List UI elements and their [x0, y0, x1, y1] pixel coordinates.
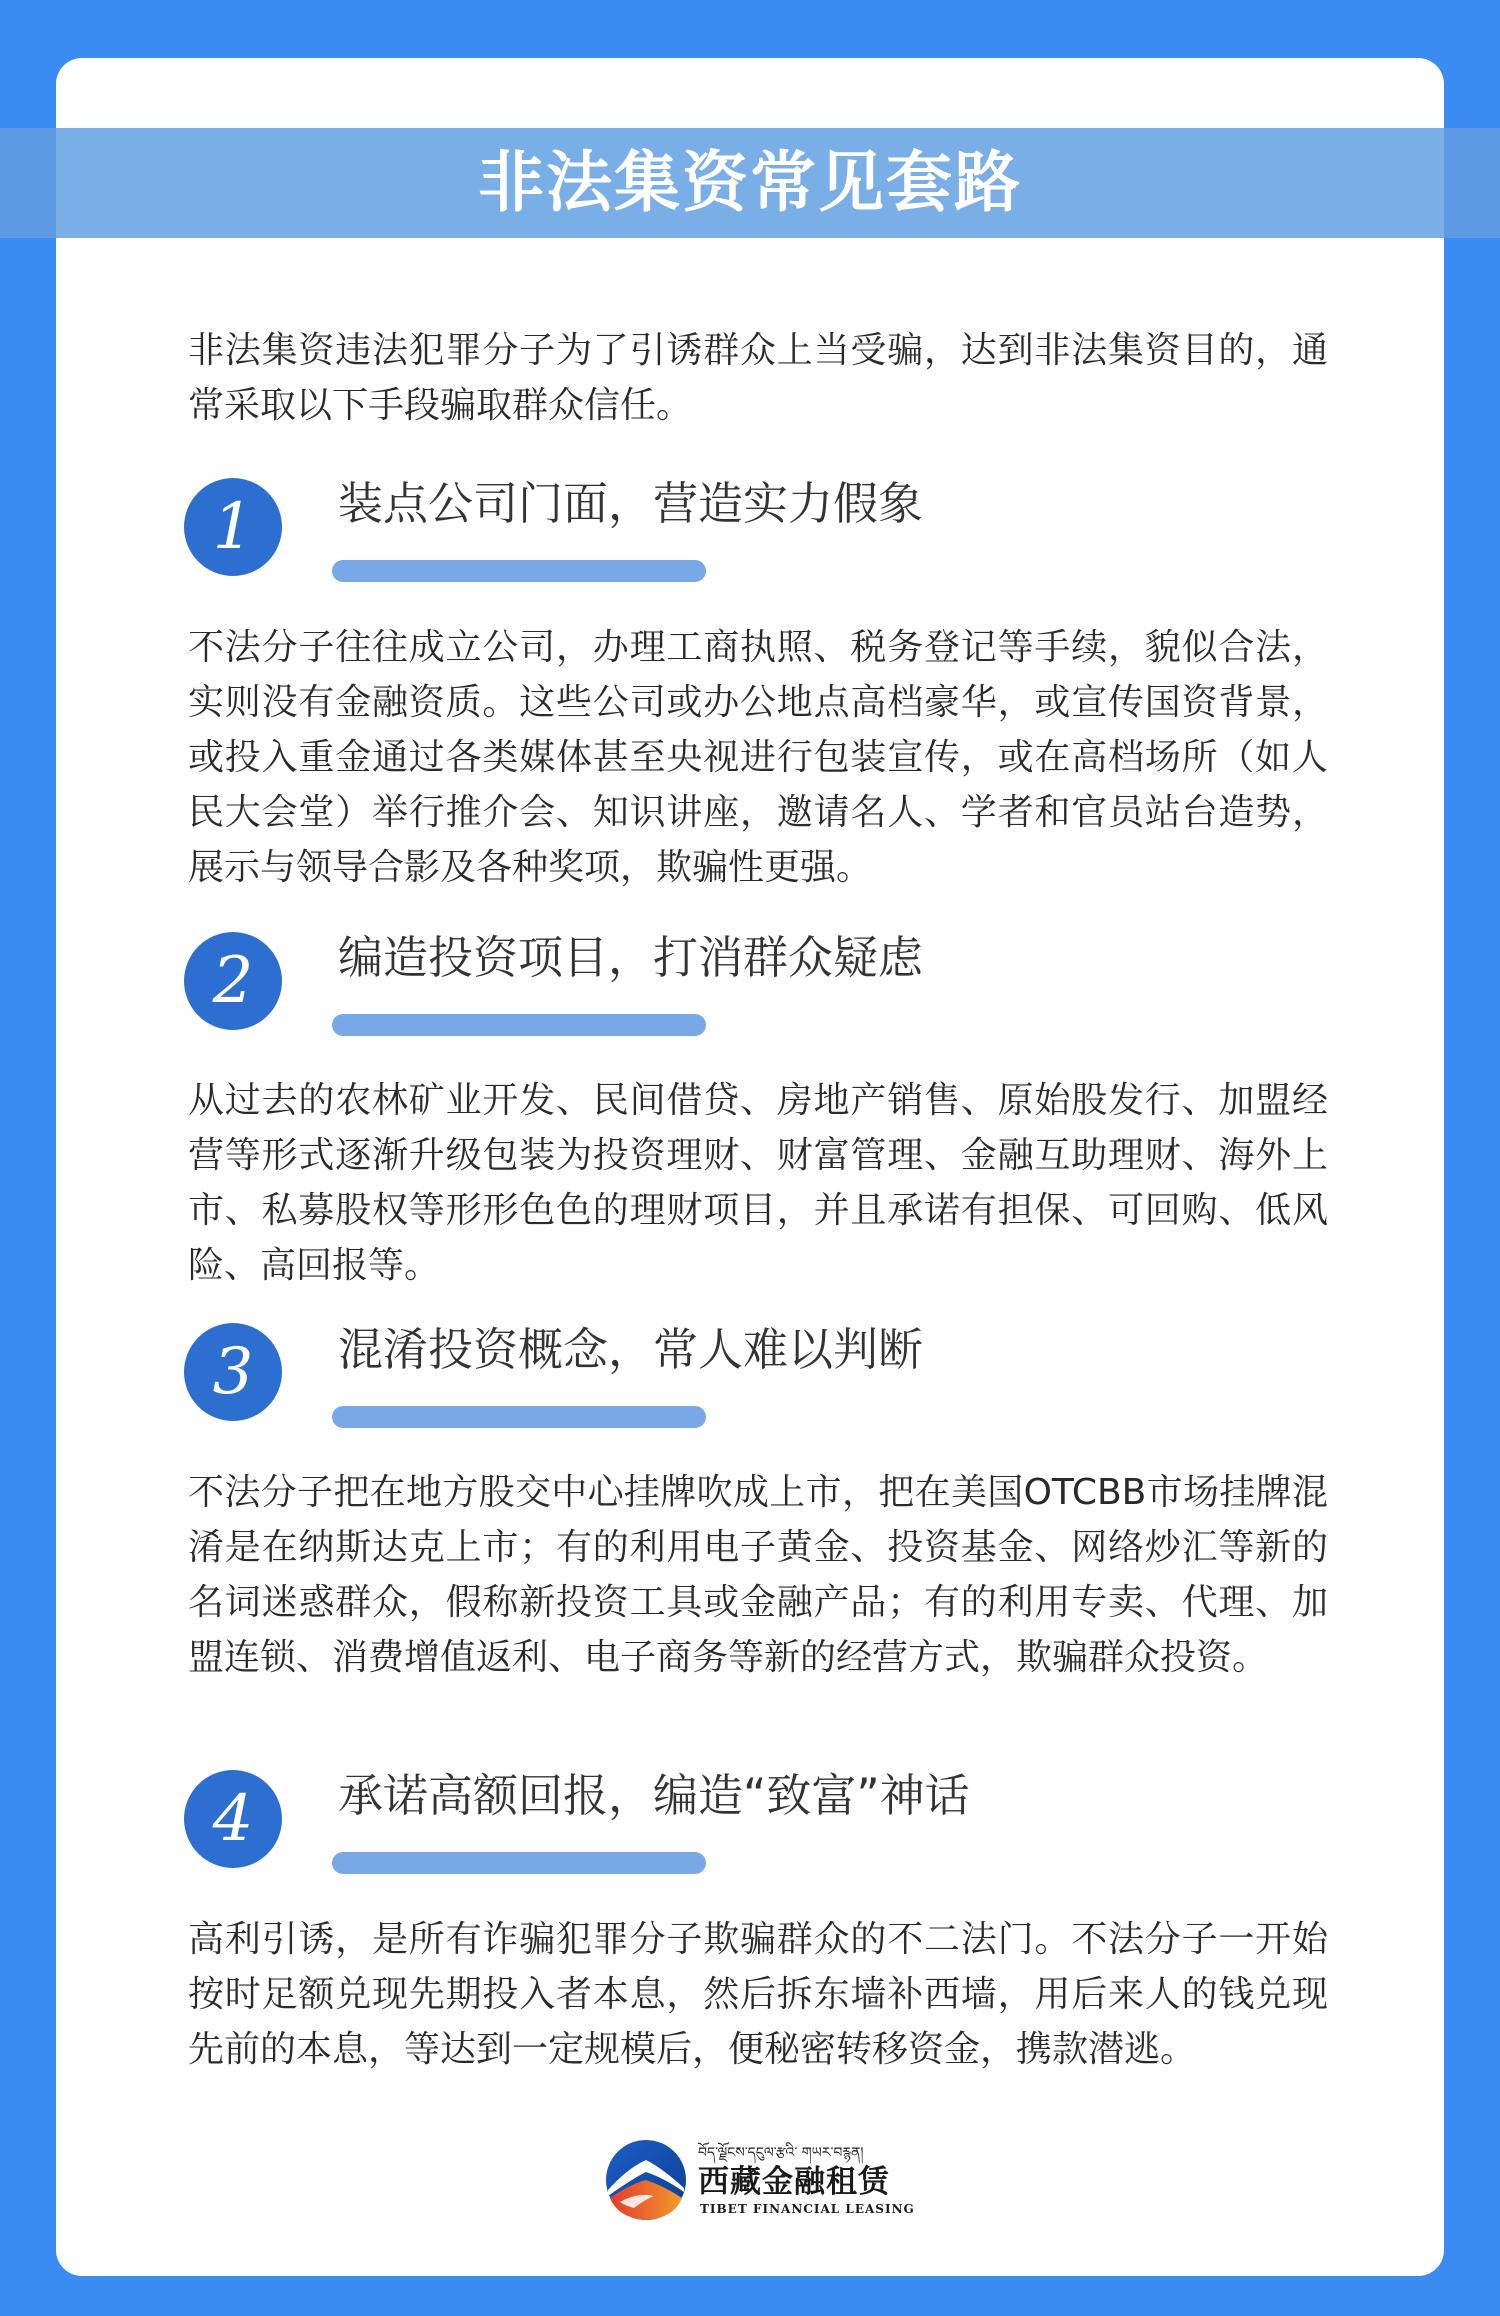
logo-chinese-name: 西藏金融租赁 [698, 2164, 890, 2200]
heading-underline-3 [332, 1406, 706, 1428]
company-logo [604, 2136, 915, 2236]
section-heading-1: 装点公司门面，营造实力假象 [338, 477, 924, 530]
heading-underline-2 [332, 1014, 706, 1036]
section-number-4: 4 [184, 1770, 282, 1868]
heading-underline-1 [332, 560, 706, 582]
section-body-1: 不法分子往往成立公司，办理工商执照、税务登记等手续，貌似合法，实则没有金融资质。这些公司或办公地点高档豪华，或宣传国资背景，或投入重金通过各类媒体甚至央视进行包装宣传，或在高档场所（如人民大会堂）举行推介会、知识讲座，邀请名人、学者和官员站台造势，展示与领导合影及各种奖项，欺骗性更强。 [188, 627, 1328, 888]
section-body-4: 高利引诱，是所有诈骗犯罪分子欺骗群众的不二法门。不法分子一开始按时足额兑现先期投入者本息，然后拆东墙补西墙，用后来人的钱兑现先前的本息，等达到一定规模后，便秘密转移资金，携款潜逃。 [188, 1919, 1328, 2070]
section-heading-3: 混淆投资概念，常人难以判断 [338, 1323, 924, 1376]
logo-english-name: TIBET FINANCIAL LEASING [700, 2202, 915, 2216]
logo-mark-icon [604, 2138, 688, 2222]
section-number-1: 1 [184, 478, 282, 576]
section-heading-2: 编造投资项目，打消群众疑虑 [338, 931, 924, 984]
heading-underline-4 [332, 1852, 706, 1874]
section-number-3: 3 [184, 1323, 282, 1421]
section-body-3: 不法分子把在地方股交中心挂牌吹成上市，把在美国OTCBB市场挂牌混淆是在纳斯达克上市；有的利用电子黄金、投资基金、网络炒汇等新的名词迷惑群众，假称新投资工具或金融产品；有的利用专卖、代理、加盟连锁、消费增值返利、电子商务等新的经营方式，欺骗群众投资。 [188, 1472, 1328, 1678]
section-body-2: 从过去的农林矿业开发、民间借贷、房地产销售、原始股发行、加盟经营等形式逐渐升级包装为投资理财、财富管理、金融互助理财、海外上市、私募股权等形形色色的理财项目，并且承诺有担保、可回购、低风险、高回报等。 [188, 1080, 1328, 1286]
page-title: 非法集资常见套路 [478, 144, 1022, 221]
section-number-2: 2 [184, 932, 282, 1030]
section-heading-4: 承诺高额回报，编造“致富”神话 [338, 1769, 970, 1822]
intro-text: 非法集资违法犯罪分子为了引诱群众上当受骗，达到非法集资目的，通常采取以下手段骗取群众信任。 [188, 330, 1328, 426]
logo-tibetan-text: བོད་ལྗོངས་དངུལ་རྩའི་ གཡར་བརྙན། [698, 2145, 864, 2161]
